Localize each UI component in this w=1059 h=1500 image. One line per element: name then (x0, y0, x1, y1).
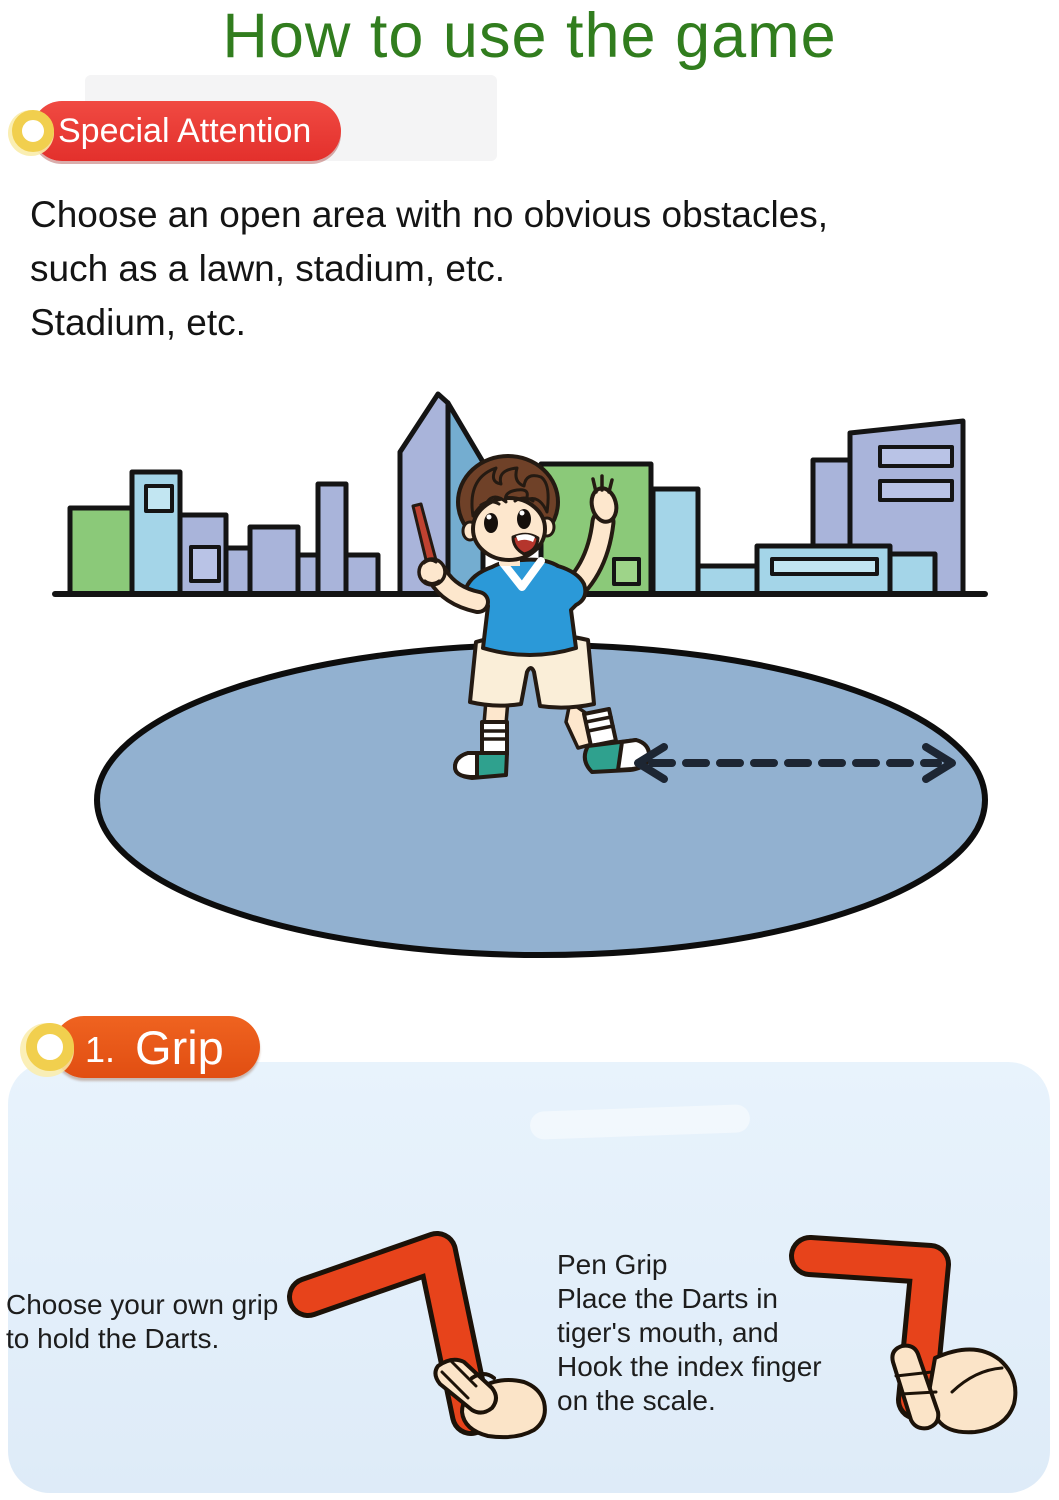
free-grip-caption (6, 1288, 278, 1356)
section-number: 1. (85, 1029, 116, 1070)
attention-line: Stadium, etc. (30, 302, 246, 343)
caption-line: Hook the index finger (557, 1351, 822, 1382)
caption-line: to hold the Darts. (6, 1323, 220, 1354)
attention-text (30, 188, 828, 350)
special-attention-label: Special Attention (32, 101, 341, 161)
caption-line: Pen Grip (557, 1249, 668, 1280)
ring-bullet-icon (12, 110, 54, 152)
caption-line: tiger's mouth, and (557, 1317, 779, 1348)
page-title: How to use the game (222, 1, 837, 71)
grip-panel (8, 1062, 1050, 1493)
attention-line: Choose an open area with no obvious obstacles, (30, 194, 829, 235)
special-attention-badge (12, 101, 341, 161)
grip-badge-pill (53, 1016, 260, 1078)
caption-line: Choose your own grip (6, 1289, 279, 1320)
section-title: Grip (135, 1020, 224, 1074)
caption-line: on the scale. (557, 1385, 716, 1416)
attention-line: such as a lawn, stadium, etc. (30, 248, 506, 289)
pen-grip-caption (557, 1248, 822, 1418)
ring-bullet-icon (26, 1023, 74, 1071)
boy-in-open-area-illustration (0, 385, 1059, 965)
grip-section-badge (26, 1016, 260, 1078)
caption-line: Place the Darts in (557, 1283, 778, 1314)
